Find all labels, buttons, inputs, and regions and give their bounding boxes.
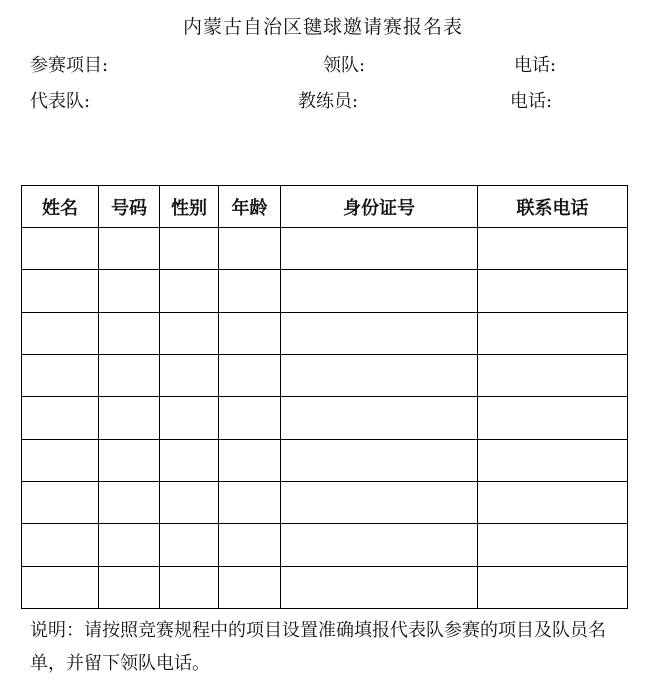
table-cell[interactable] xyxy=(219,228,281,270)
table-cell[interactable] xyxy=(478,524,628,566)
table-cell[interactable] xyxy=(281,439,478,481)
table-cell[interactable] xyxy=(478,397,628,439)
table-cell[interactable] xyxy=(22,397,99,439)
table-cell[interactable] xyxy=(160,524,219,566)
table-cell[interactable] xyxy=(160,481,219,523)
table-cell[interactable] xyxy=(478,481,628,523)
table-cell[interactable] xyxy=(99,312,160,354)
table-cell[interactable] xyxy=(478,312,628,354)
table-cell[interactable] xyxy=(281,270,478,312)
table-row xyxy=(22,270,628,312)
table-cell[interactable] xyxy=(281,524,478,566)
table-cell[interactable] xyxy=(22,439,99,481)
table-cell[interactable] xyxy=(99,397,160,439)
table-cell[interactable] xyxy=(160,270,219,312)
table-cell[interactable] xyxy=(281,228,478,270)
table-cell[interactable] xyxy=(160,312,219,354)
table-row xyxy=(22,524,628,566)
header-gender: 性别 xyxy=(160,186,219,228)
table-row xyxy=(22,439,628,481)
roster-table xyxy=(21,185,628,609)
table-cell[interactable] xyxy=(160,228,219,270)
table-cell[interactable] xyxy=(478,439,628,481)
table-cell[interactable] xyxy=(219,354,281,396)
table-cell[interactable] xyxy=(219,397,281,439)
event-label: 参赛项目: xyxy=(30,55,109,76)
coach-phone-label: 电话: xyxy=(510,91,553,112)
table-row xyxy=(22,566,628,608)
table-cell[interactable] xyxy=(160,566,219,608)
table-row xyxy=(22,481,628,523)
table-row xyxy=(22,312,628,354)
table-row xyxy=(22,397,628,439)
table-cell[interactable] xyxy=(219,439,281,481)
table-cell[interactable] xyxy=(478,566,628,608)
team-label: 代表队: xyxy=(30,91,91,112)
table-cell[interactable] xyxy=(99,354,160,396)
table-cell[interactable] xyxy=(281,397,478,439)
form-title: 内蒙古自治区毽球邀请赛报名表 xyxy=(182,16,463,38)
table-cell[interactable] xyxy=(22,312,99,354)
table-cell[interactable] xyxy=(160,354,219,396)
table-cell[interactable] xyxy=(219,481,281,523)
table-cell[interactable] xyxy=(219,312,281,354)
leader-phone-label: 电话: xyxy=(514,55,557,76)
header-number: 号码 xyxy=(99,186,160,228)
table-cell[interactable] xyxy=(22,228,99,270)
table-cell[interactable] xyxy=(281,481,478,523)
table-cell[interactable] xyxy=(478,354,628,396)
team-leader-label: 领队: xyxy=(323,55,366,76)
table-cell[interactable] xyxy=(478,270,628,312)
table-cell[interactable] xyxy=(22,524,99,566)
table-cell[interactable] xyxy=(99,439,160,481)
table-cell[interactable] xyxy=(281,354,478,396)
table-cell[interactable] xyxy=(160,397,219,439)
coach-label: 教练员: xyxy=(298,91,359,112)
header-id-number: 身份证号 xyxy=(281,186,478,228)
table-cell[interactable] xyxy=(22,566,99,608)
table-header-row xyxy=(22,186,628,228)
table-cell[interactable] xyxy=(99,566,160,608)
table-cell[interactable] xyxy=(99,270,160,312)
table-cell[interactable] xyxy=(22,354,99,396)
table-cell[interactable] xyxy=(99,481,160,523)
table-cell[interactable] xyxy=(478,228,628,270)
instructions-note: 说明：请按照竞赛规程中的项目设置准确填报代表队参赛的项目及队员名单，并留下领队电话。 xyxy=(30,620,606,674)
table-cell[interactable] xyxy=(281,312,478,354)
header-contact-phone: 联系电话 xyxy=(478,186,628,228)
table-cell[interactable] xyxy=(219,524,281,566)
table-row xyxy=(22,228,628,270)
header-age: 年龄 xyxy=(219,186,281,228)
table-cell[interactable] xyxy=(22,481,99,523)
table-cell[interactable] xyxy=(99,228,160,270)
table-cell[interactable] xyxy=(160,439,219,481)
table-cell[interactable] xyxy=(99,524,160,566)
table-row xyxy=(22,354,628,396)
table-cell[interactable] xyxy=(281,566,478,608)
table-cell[interactable] xyxy=(219,566,281,608)
header-name: 姓名 xyxy=(22,186,99,228)
table-cell[interactable] xyxy=(22,270,99,312)
table-cell[interactable] xyxy=(219,270,281,312)
